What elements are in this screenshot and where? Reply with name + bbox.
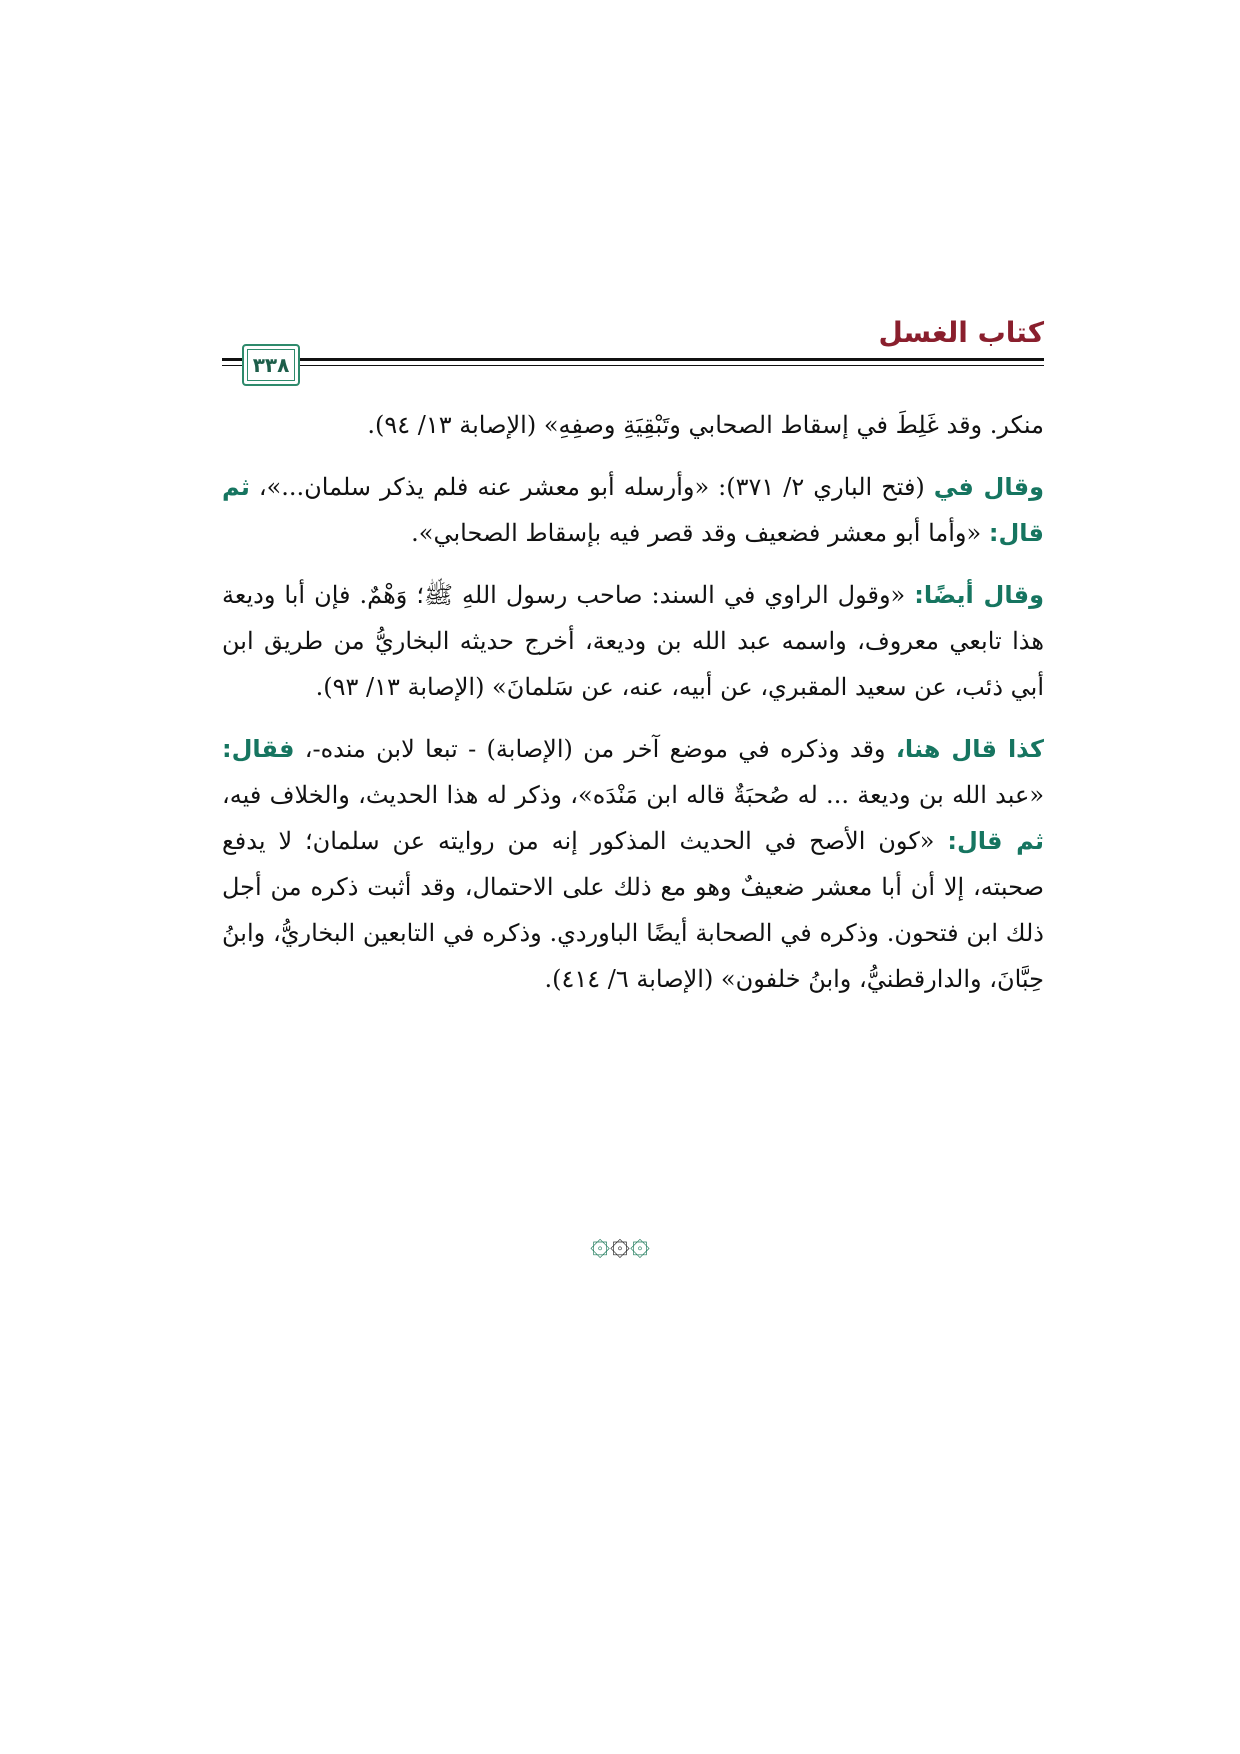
paragraph-text: «كون الأصح في الحديث المذكور إنه من روايته عن سلمان؛ لا يدفع صحبته، إلا أن أبا معشر ضعيفٌ وهو مع ذلك على الاحتمال، وقد أثبت ذكره من أجل ذلك ابن فتحون. وذكره في الصحابة أيضًا الباوردي. وذكره في التابعين البخاريُّ، وابنُ حِبَّانَ، والدارقطنيُّ، وابنُ خلفون» (الإصابة ٦/ ٤١٤). (222, 827, 1044, 993)
paragraph-1 (222, 402, 1044, 448)
ornament-icon: ۞ (610, 1223, 630, 1263)
chapter-title: كتاب الغسل (878, 316, 1044, 349)
keyword: وقال في (933, 473, 1044, 501)
ornament-icon: ۞ (590, 1223, 611, 1263)
keyword: ثم قال: (222, 473, 1044, 547)
paragraph-text: «عبد الله بن وديعة ... له صُحبَةٌ قاله ابن مَنْدَه»، وذكر له هذا الحديث، والخلاف فيه، (222, 781, 1044, 809)
page-header (222, 316, 1044, 394)
paragraph-4 (222, 726, 1044, 1002)
paragraph-2 (222, 464, 1044, 556)
section-end-ornaments (0, 1222, 1240, 1263)
header-rule-thick (222, 358, 1044, 361)
paragraph-text: وقد وذكره في موضع آخر من (الإصابة) - تبعا لابن منده-، (294, 735, 896, 763)
header-rule-thin (222, 365, 1044, 366)
keyword: ثم قال: (947, 827, 1044, 855)
keyword: وقال أيضًا: (914, 581, 1044, 609)
page-number-badge: ٣٣٨ (242, 344, 300, 386)
paragraph-1-text: منكر. وقد غَلِطَ في إسقاط الصحابي وتَبْقِيَةِ وصفِهِ» (الإصابة ١٣/ ٩٤). (367, 411, 1044, 439)
paragraph-text: (فتح الباري ٢/ ٣٧١): «وأرسله أبو معشر عنه فلم يذكر سلمان...»، (249, 473, 934, 501)
keyword: فقال: (222, 735, 295, 763)
paragraph-text: «وقول الراوي في السند: صاحب رسول اللهِ ﷺ؛ وَهْمٌ. فإن أبا وديعة هذا تابعي معروف، واسمه عبد الله بن وديعة، أخرج حديثه البخاريُّ من طريق ابن أبي ذئب، عن سعيد المقبري، عن أبيه، عنه، عن سَلمانَ» (الإصابة ١٣/ ٩٣). (222, 581, 1044, 701)
ornament-icon: ۞ (629, 1223, 650, 1263)
paragraph-text: «وأما أبو معشر فضعيف وقد قصر فيه بإسقاط الصحابي». (411, 519, 989, 547)
paragraph-3 (222, 572, 1044, 710)
main-text (222, 402, 1044, 1018)
keyword: كذا قال هنا، (895, 735, 1045, 763)
